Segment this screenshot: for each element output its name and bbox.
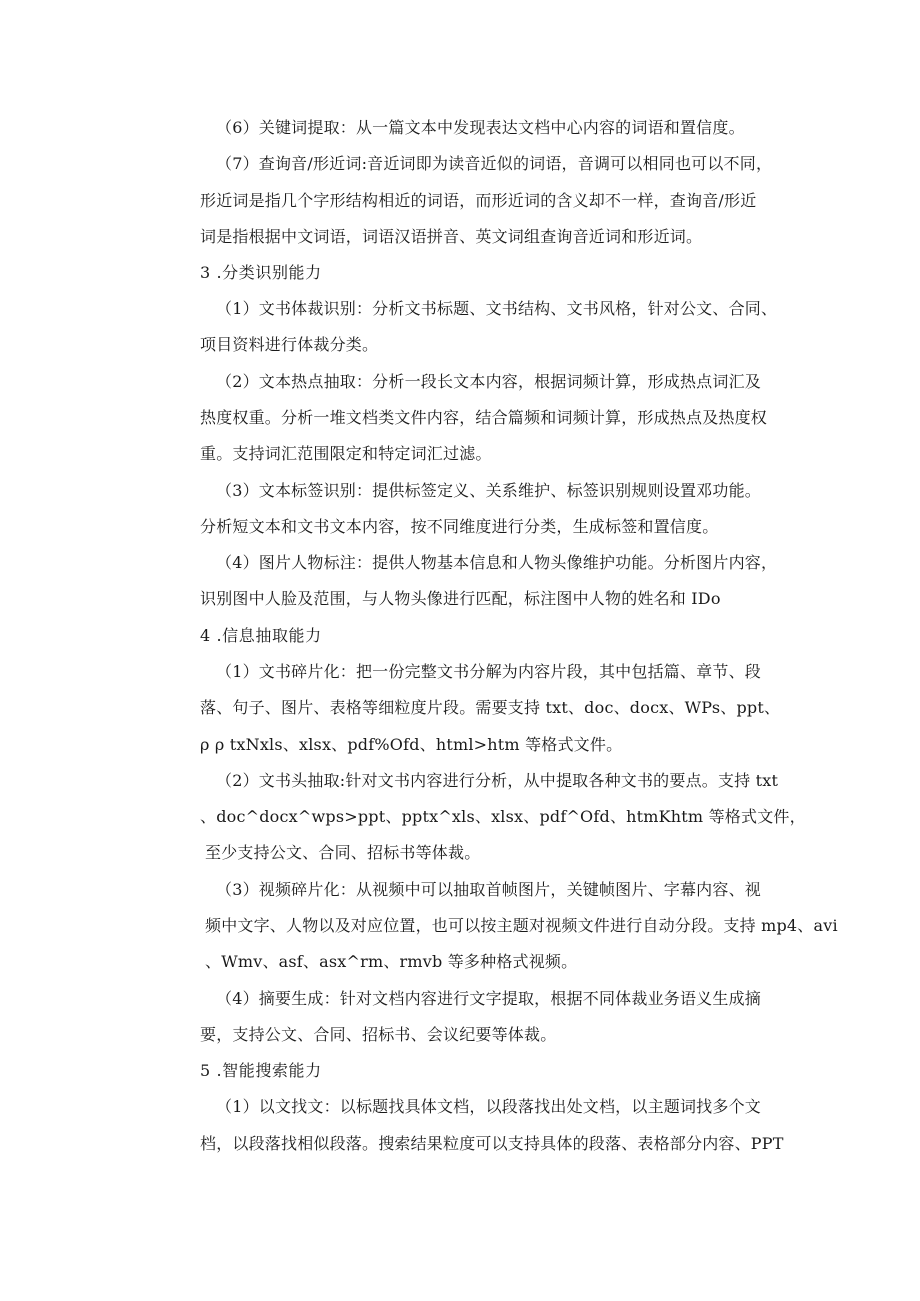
paragraph-line: 重。支持词汇范围限定和特定词汇过滤。 [200,444,492,463]
item-3-video-fragmentation: （3）视频碎片化：从视频中可以抽取首帧图片，关键帧图片、字幕内容、视 [216,880,761,899]
paragraph-line: 至少支持公文、合同、招标书等体裁。 [205,843,481,862]
paragraph-line: 、Wmv、asf、asx^rm、rmvb 等多种格式视频。 [205,952,578,971]
paragraph-line: 词是指根据中文词语，词语汉语拼音、英文词组查询音近词和形近词。 [200,227,703,246]
paragraph-line: 频中文字、人物以及对应位置，也可以按主题对视频文件进行自动分段。支持 mp4、avi [205,916,838,935]
paragraph-line: 档，以段落找相似段落。搜索结果粒度可以支持具体的段落、表格部分内容、PPT [200,1134,784,1153]
section-heading-extraction: 4 .信息抽取能力 [200,626,322,645]
item-1-genre-recognition: （1）文书体裁识别：分析文书标题、文书结构、文书风格，针对公文、合同、 [216,299,778,318]
item-2-hotspot-extraction: （2）文本热点抽取：分析一段长文本内容，根据词频计算，形成热点词汇及 [216,372,761,391]
item-6-keyword-extraction: （6）关键词提取：从一篇文本中发现表达文档中心内容的词语和置信度。 [216,118,745,137]
paragraph-line: 热度权重。分析一堆文档类文件内容，结合篇频和词频计算，形成热点及热度权 [200,408,768,427]
item-4-person-annotation: （4）图片人物标注：提供人物基本信息和人物头像维护功能。分析图片内容， [216,553,778,572]
item-7-homophone-query: （7）查询音/形近词:音近词即为读音近似的词语，音调可以相同也可以不同， [216,154,773,173]
section-heading-classification: 3 .分类识别能力 [200,263,322,282]
item-2-header-extraction: （2）文书头抽取:针对文书内容进行分析，从中提取各种文书的要点。支持 txt [216,771,779,790]
section-heading-search: 5 .智能搜索能力 [200,1061,322,1080]
paragraph-line: 形近词是指几个字形结构相近的词语，而形近词的含义却不一样，查询音/形近 [200,191,757,210]
paragraph-line: 落、句子、图片、表格等细粒度片段。需要支持 txt、doc、docx、WPs、ppt、 [200,698,781,717]
item-1-document-fragmentation: （1）文书碎片化：把一份完整文书分解为内容片段，其中包括篇、章节、段 [216,662,761,681]
item-3-tag-recognition: （3）文本标签识别：提供标签定义、关系维护、标签识别规则设置邓功能。 [216,481,761,500]
paragraph-line: 项目资料进行体裁分类。 [200,335,379,354]
item-4-summary-generation: （4）摘要生成：针对文档内容进行文字提取，根据不同体裁业务语义生成摘 [216,989,761,1008]
paragraph-line: 识别图中人脸及范围，与人物头像进行匹配，标注图中人物的姓名和 IDo [200,589,721,608]
paragraph-line: 要，支持公文、合同、招标书、会议纪要等体裁。 [200,1025,557,1044]
paragraph-line: 分析短文本和文书文本内容，按不同维度进行分类，生成标签和置信度。 [200,517,719,536]
item-1-search-by-text: （1）以文找文：以标题找具体文档，以段落找出处文档，以主题词找多个文 [216,1097,761,1116]
paragraph-line: 、doc^docx^wps>ppt、pptx^xls、xlsx、pdf^Ofd、htmKhtm 等格式文件， [200,807,806,826]
paragraph-line: ρ ρ txNxls、xlsx、pdf%Ofd、html>htm 等格式文件。 [200,735,623,754]
